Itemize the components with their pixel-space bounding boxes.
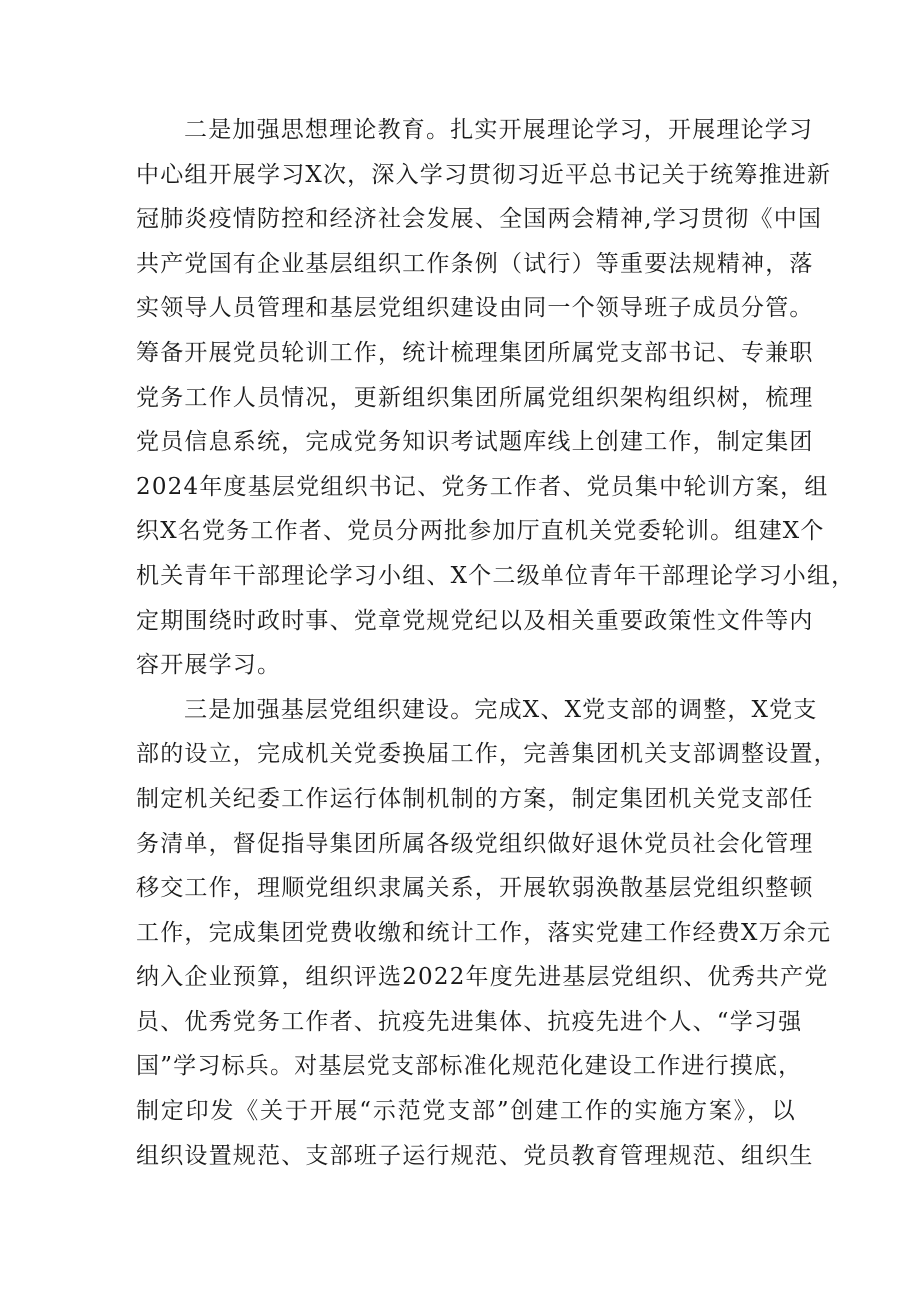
text-line: 定期围绕时政时事、党章党规党纪以及相关重要政策性文件等内	[136, 607, 814, 634]
text-line: 制定机关纪委工作运行体制机制的方案，制定集团机关党支部任	[136, 785, 814, 812]
text-line: 部的设立，完成机关党委换届工作，完善集团机关支部调整设置，	[136, 741, 838, 768]
text-line: 织X名党务工作者、党员分两批参加厅直机关党委轮训。组建X个	[136, 518, 825, 545]
text-line: 移交工作，理顺党组织隶属关系，开展软弱涣散基层党组织整顿	[136, 875, 814, 902]
text-line: 冠肺炎疫情防控和经济社会发展、全国两会精神,学习贯彻《中国	[136, 206, 823, 233]
text-line: 实领导人员管理和基层党组织建设由同一个领导班子成员分管。	[136, 295, 814, 322]
text-line: 2024年度基层党组织书记、党务工作者、党员集中轮训方案，组	[136, 473, 829, 500]
text-line: 三是加强基层党组织建设。完成X、X党支部的调整，X党支	[184, 696, 818, 723]
text-line: 机关青年干部理论学习小组、X个二级单位青年干部理论学习小组，	[136, 562, 856, 589]
text-line: 二是加强思想理论教育。扎实开展理论学习，开展理论学习	[184, 117, 814, 143]
text-line: 国”学习标兵。对基层党支部标准化规范化建设工作进行摸底，	[136, 1053, 803, 1080]
text-line: 党员信息系统，完成党务知识考试题库线上创建工作，制定集团	[136, 429, 814, 456]
text-line: 组织设置规范、支部班子运行规范、党员教育管理规范、组织生	[136, 1142, 814, 1169]
paragraph-theory-education	[136, 108, 856, 688]
text-line: 筹备开展党员轮训工作，统计梳理集团所属党支部书记、专兼职	[136, 339, 814, 366]
text-line: 制定印发《关于开展“示范党支部”创建工作的实施方案》，以	[136, 1098, 796, 1125]
text-line: 员、优秀党务工作者、抗疫先进集体、抗疫先进个人、“学习强	[136, 1008, 803, 1035]
text-line: 共产党国有企业基层组织工作条例（试行）等重要法规精神，落	[136, 250, 814, 277]
text-line: 工作，完成集团党费收缴和统计工作，落实党建工作经费X万余元	[136, 919, 832, 946]
text-line: 容开展学习。	[136, 652, 282, 679]
document-body	[136, 108, 856, 1178]
text-line: 纳入企业预算，组织评选2022年度先进基层党组织、优秀共产党	[136, 964, 829, 991]
text-line: 务清单，督促指导集团所属各级党组织做好退休党员社会化管理	[136, 830, 814, 857]
paragraph-grassroots-organization	[136, 688, 838, 1179]
text-line: 党务工作人员情况，更新组织集团所属党组织架构组织树，梳理	[136, 384, 814, 411]
text-line: 中心组开展学习X次，深入学习贯彻习近平总书记关于统筹推进新	[136, 161, 832, 188]
